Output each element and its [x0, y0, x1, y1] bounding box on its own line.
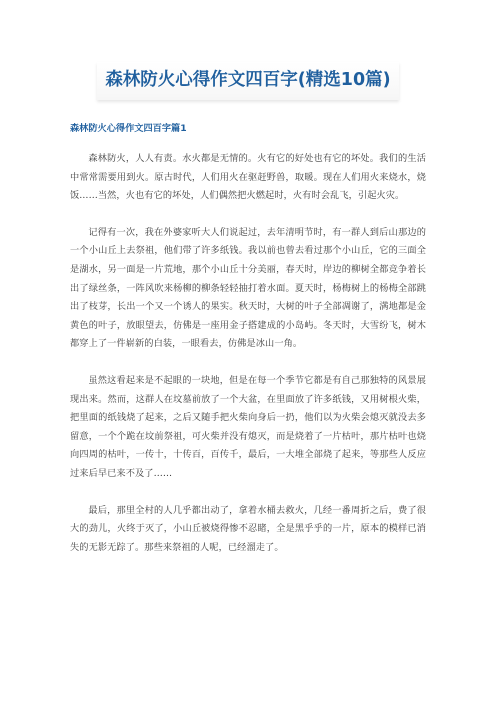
paragraph: 记得有一次，我在外婆家听大人们说起过，去年清明节时，有一群人到后山那边的一个小山丘上去祭祖，他们带了许多纸钱。我以前也曾去看过那个小山丘，它的三面全是湖水，另一面是一片荒地，那个小山丘十分美丽，春天时，岸边的柳树全都竞争着长出了绿丝条，一阵风吹来杨柳的柳条轻轻抽打着水面。夏天时，杨梅树上的杨梅全部跳出了枝芽，长出一个又一个诱人的果实。秋天时，大树的叶子全部凋谢了，满地都是金黄色的叶子，放眼望去，仿佛是一座用金子搭建成的小岛屿。冬天时，大雪纷飞，树木都穿上了一件崭新的白装，一眼看去，仿佛是冰山一角。	[70, 226, 426, 350]
title-banner	[70, 62, 426, 100]
paragraph: 虽然这看起来是不起眼的一块地，但是在每一个季节它都是有自己那独特的风景展现出来。然而，这群人在坟墓前放了一个大盆，在里面放了许多纸钱，又用树根火柴，把里面的纸钱烧了起来，之后又随手把火柴向身后一扔，他们以为火柴会熄灭就没去多留意，一个个跪在坟前祭祖，可火柴并没有熄灭，而是烧着了一片枯叶，那片枯叶也烧向四周的枯叶，一传十，十传百，百传千，最后，一大堆全部烧了起来，等那些人反应过来后早已来不及了……	[70, 374, 426, 479]
paragraph: 森林防火，人人有责。水火都是无情的。火有它的好处也有它的坏处。我们的生活中常常需要用到火。原古时代，人们用火在驱赶野兽，取暖。现在人们用火来烧水，烧饭……当然，火也有它的坏处，人们偶然把火燃起时，火有时会乱飞，引起火灾。	[70, 153, 426, 202]
section-title: 森林防火心得作文四百字篇1	[70, 123, 187, 134]
document-title: 森林防火心得作文四百字(精选10篇)	[97, 62, 398, 100]
paragraph: 最后，那里全村的人几乎都出动了，拿着水桶去救火，几经一番周折之后，费了很大的劲儿，火终于灭了，小山丘被烧得惨不忍睹，全是黑乎乎的一片，原本的模样已消失的无影无踪了。那些来祭祖的人呢，已经溜走了。	[70, 504, 426, 553]
